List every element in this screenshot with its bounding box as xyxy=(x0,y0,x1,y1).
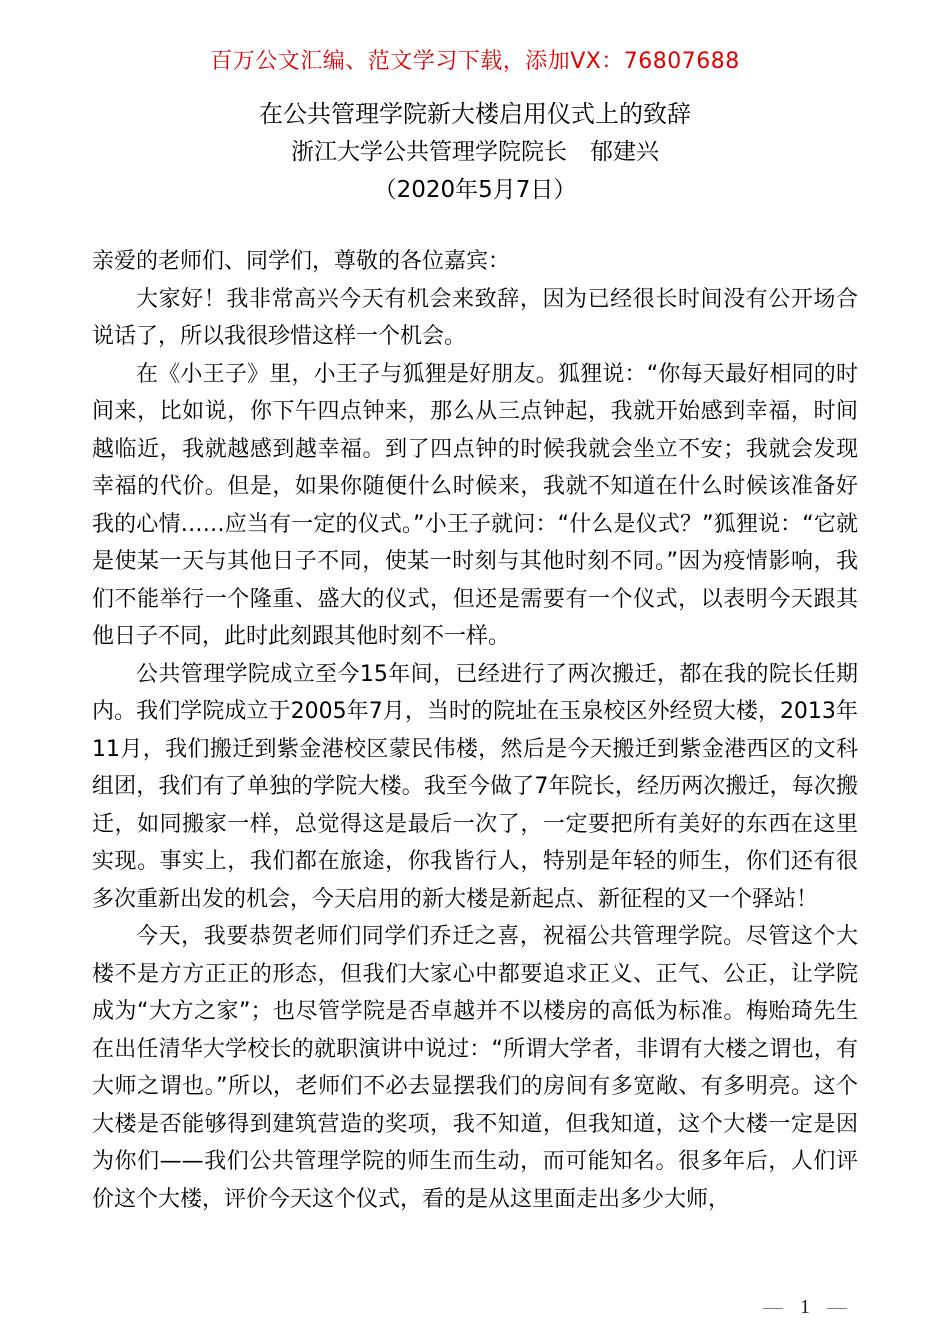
page-number xyxy=(763,1296,847,1319)
paragraph-greeting: 大家好！我非常高兴今天有机会来致辞，因为已经很长时间没有公开场合说话了，所以我很珍惜这样一个机会。 xyxy=(92,286,858,349)
page-number-dash-left: — xyxy=(763,1296,783,1318)
document-body xyxy=(92,243,858,1218)
promo-banner: 百万公文汇编、范文学习下载，添加VX：76807688 xyxy=(210,49,740,74)
document-author-line: 浙江大学公共管理学院院长 郁建兴 xyxy=(291,139,659,165)
paragraph-congratulations: 今天，我要恭贺老师们同学们乔迁之喜，祝福公共管理学院。尽管这个大楼不是方方正正的形态，但我们大家心中都要追求正义、正气、公正，让学院成为“大方之家”；也尽管学院是否卓越并不以楼房的高低为标准。梅贻琦先生在出任清华大学校长的就职演讲中说过：“所谓大学者，非谓有大楼之谓也，有大师之谓也。”所以，老师们不必去显摆我们的房间有多宽敞、有多明亮。这个大楼是否能够得到建筑营造的奖项，我不知道，但我知道，这个大楼一定是因为你们——我们公共管理学院的师生而生动，而可能知名。很多年后，人们评价这个大楼，评价今天这个仪式，看的是从这里面走出多少大师， xyxy=(92,924,858,1212)
document-date-line: （2020年5月7日） xyxy=(373,177,577,203)
document-header xyxy=(0,95,950,209)
document-title: 在公共管理学院新大楼启用仪式上的致辞 xyxy=(259,100,691,128)
page-number-value: 1 xyxy=(800,1296,810,1318)
paragraph-little-prince: 在《小王子》里，小王子与狐狸是好朋友。狐狸说：“你每天最好相同的时间来，比如说，你下午四点钟来，那么从三点钟起，我就开始感到幸福，时间越临近，我就越感到越幸福。到了四点钟的时候我就会坐立不安；我就会发现幸福的代价。但是，如果你随便什么时候来，我就不知道在什么时候该准备好我的心情……应当有一定的仪式。”小王子就问：“什么是仪式？”狐狸说：“它就是使某一天与其他日子不同，使某一时刻与其他时刻不同。”因为疫情影响，我们不能举行一个隆重、盛大的仪式，但还是需要有一个仪式，以表明今天跟其他日子不同，此时此刻跟其他时刻不一样。 xyxy=(92,361,858,649)
salutation-line: 亲爱的老师们、同学们，尊敬的各位嘉宾： xyxy=(92,249,511,274)
page-number-dash-right: — xyxy=(827,1296,847,1318)
paragraph-school-history: 公共管理学院成立至今15年间，已经进行了两次搬迁，都在我的院长任期内。我们学院成立于2005年7月，当时的院址在玉泉校区外经贸大楼，2013年11月，我们搬迁到紫金港校区蒙民伟楼，然后是今天搬迁到紫金港西区的文科组团，我们有了单独的学院大楼。我至今做了7年院长，经历两次搬迁，每次搬迁，如同搬家一样，总觉得这是最后一次了，一定要把所有美好的东西在这里实现。事实上，我们都在旅途，你我皆行人，特别是年轻的师生，你们还有很多次重新出发的机会，今天启用的新大楼是新起点、新征程的又一个驿站！ xyxy=(92,661,858,912)
